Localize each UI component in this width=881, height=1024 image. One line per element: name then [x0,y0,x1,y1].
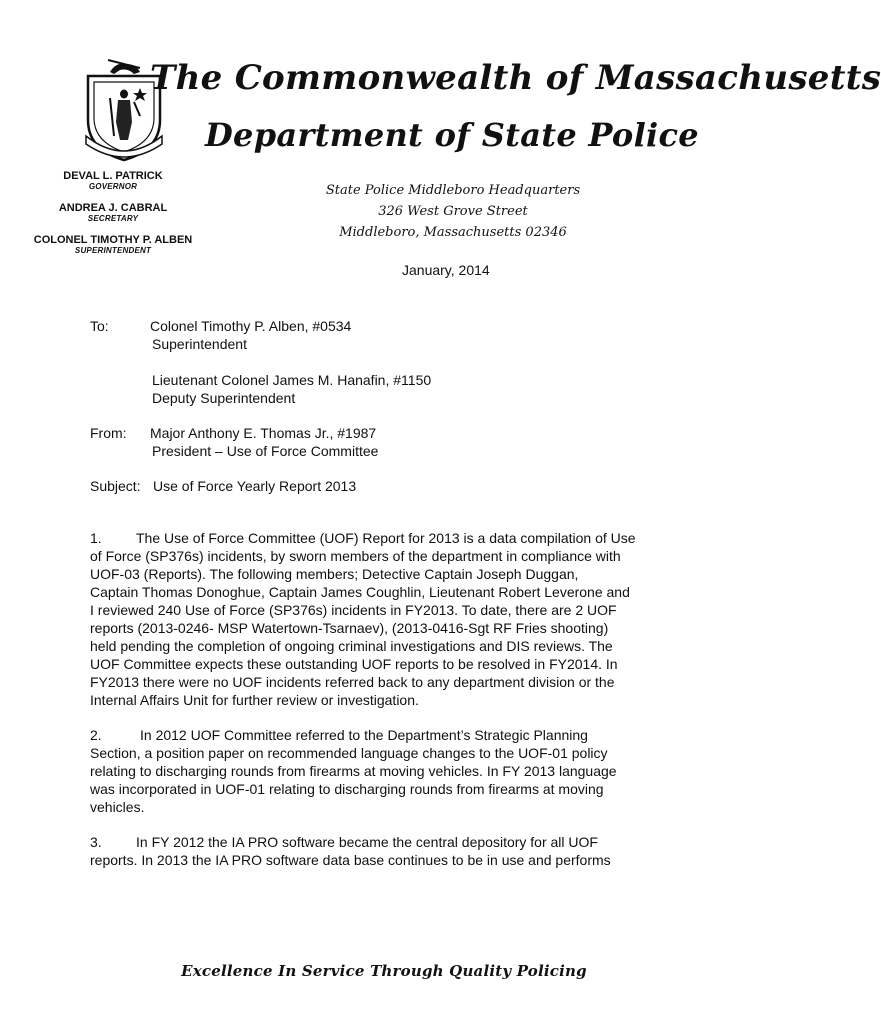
paragraph-1 [90,529,680,709]
paragraph-line: 2. In 2012 UOF Committee referred to the Department’s Strategic Planning [90,727,588,743]
officials-list [18,170,208,266]
memo-date: January, 2014 [402,262,490,278]
subject-label: Subject: [90,478,141,494]
paragraph-line: UOF Committee expects these outstanding UOF reports to be resolved in FY2014. In [90,656,618,672]
official-governor [18,170,208,192]
official-secretary [18,202,208,224]
address-line-2: 326 West Grove Street [378,204,528,219]
paragraph-line: held pending the completion of ongoing criminal investigations and DIS reviews. The [90,638,613,654]
headquarters-address [318,180,588,243]
paragraph-line: reports (2013-0246- MSP Watertown-Tsarnaev), (2013-0416-Sgt RF Fries shooting) [90,620,609,636]
title-department: Department of State Police [205,116,699,154]
from-label: From: [90,425,127,441]
address-line-1: State Police Middleboro Headquarters [325,183,581,198]
paragraph-3 [90,833,680,869]
official-name: COLONEL TIMOTHY P. ALBEN [33,234,193,246]
to-label: To: [90,318,109,334]
paragraph-line: reports. In 2013 the IA PRO software data base continues to be in use and performs [90,852,611,868]
paragraph-line: UOF-03 (Reports). The following members; Detective Captain Joseph Duggan, [90,566,579,582]
official-superintendent [18,234,208,256]
paragraph-line: Section, a position paper on recommended language changes to the UOF-01 policy [90,745,608,761]
to-recipient-1: Colonel Timothy P. Alben, #0534 [150,318,352,334]
paragraph-line: relating to discharging rounds from firearms at moving vehicles. In FY 2013 language [90,763,617,779]
paragraph-number: 2. [90,727,102,743]
from-sender-title: President – Use of Force Committee [152,443,379,459]
paragraph-line: FY2013 there were no UOF incidents referred back to any department division or the [90,674,615,690]
paragraph-line: 3. In FY 2012 the IA PRO software became the central depository for all UOF [90,834,598,850]
footer-motto: Excellence In Service Through Quality Policing [181,962,587,980]
paragraph-line: was incorporated in UOF-01 relating to discharging rounds from firearms at moving [90,781,604,797]
paragraph-line: Captain Thomas Donoghue, Captain James Coughlin, Lieutenant Robert Leverone and [90,584,630,600]
from-sender: Major Anthony E. Thomas Jr., #1987 [150,425,377,441]
paragraph-number: 3. [90,834,102,850]
paragraph-2 [90,726,680,816]
to-recipient-2: Lieutenant Colonel James M. Hanafin, #1150 [152,372,432,388]
paragraph-number: 1. [90,530,102,546]
title-commonwealth: The Commonwealth of Massachusetts [150,58,881,98]
paragraph-line: vehicles. [90,799,145,815]
subject-text: Use of Force Yearly Report 2013 [153,478,357,494]
paragraph-line: I reviewed 240 Use of Force (SP376s) incidents in FY2013. To date, there are 2 UOF [90,602,617,618]
official-name: DEVAL L. PATRICK [63,170,163,182]
official-title: SUPERINTENDENT [74,246,152,255]
to-recipient-1-title: Superintendent [152,336,247,352]
official-title: SECRETARY [87,214,139,223]
paragraph-line: Internal Affairs Unit for further review or investigation. [90,692,419,708]
official-title: GOVERNOR [88,182,138,191]
paragraph-line: of Force (SP376s) incidents, by sworn members of the department in compliance with [90,548,621,564]
paragraph-line: 1. The Use of Force Committee (UOF) Report for 2013 is a data compilation of Use [90,530,636,546]
to-recipient-2-title: Deputy Superintendent [152,390,296,406]
address-line-3: Middleboro, Massachusetts 02346 [339,225,567,240]
official-name: ANDREA J. CABRAL [58,202,168,214]
